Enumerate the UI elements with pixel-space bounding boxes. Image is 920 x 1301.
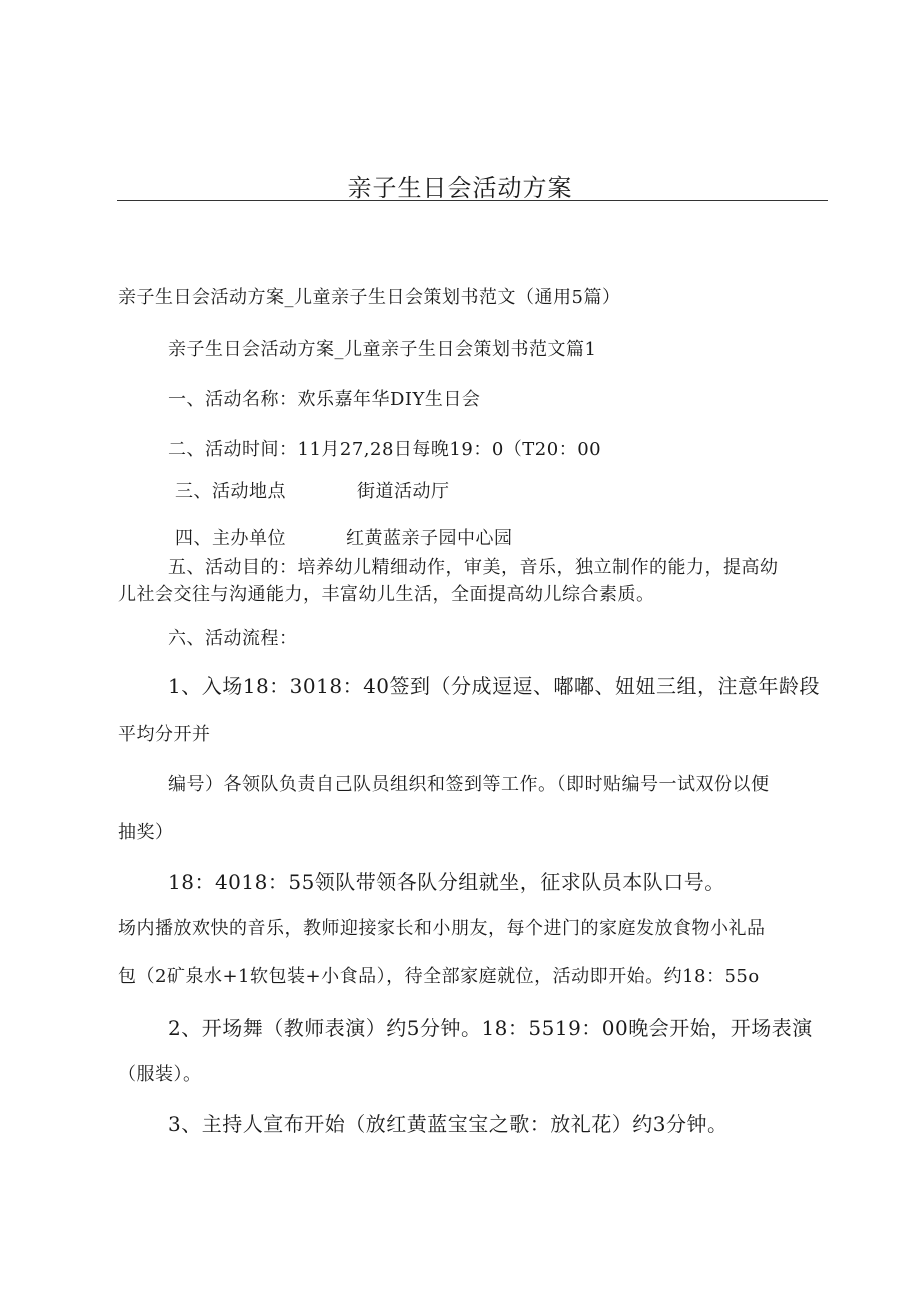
paragraph-organizer-label: 四、主办单位 [175, 528, 286, 549]
paragraph-purpose-line2: 儿社会交往与沟通能力，丰富幼儿生活，全面提高幼儿综合素质。 [118, 584, 655, 605]
paragraph-seating: 18：4018：55领队带领各队分组就坐，征求队员本队口号。 [168, 870, 725, 894]
paragraph-entry-line3: 编号）各领队负责自己队员组织和签到等工作。（即时贴编号一试双份以便 [168, 774, 770, 795]
section-heading: 亲子生日会活动方案_儿童亲子生日会策划书范文篇1 [168, 339, 597, 360]
paragraph-activity-time: 二、活动时间：11月27,28日每晚19：0（T20：00 [168, 439, 602, 460]
document-title: 亲子生日会活动方案 [347, 174, 573, 202]
paragraph-opening-line1: 2、开场舞（教师表演）约5分钟。18：5519：00晚会开始，开场表演 [168, 1016, 813, 1040]
paragraph-organizer-value: 红黄蓝亲子园中心园 [346, 528, 513, 549]
paragraph-activity-place-value: 街道活动厅 [357, 481, 450, 502]
paragraph-music-line2: 包（2矿泉水+1软包装+小食品），待全部家庭就位，活动即开始。约18：55o [118, 966, 760, 987]
paragraph-activity-place-label: 三、活动地点 [175, 481, 286, 502]
paragraph-purpose-line1: 五、活动目的：培养幼儿精细动作，审美，音乐，独立制作的能力，提高幼 [168, 557, 779, 578]
paragraph-music-line1: 场内播放欢快的音乐，教师迎接家长和小朋友，每个进门的家庭发放食物小礼品 [118, 918, 766, 939]
title-underline [117, 200, 828, 201]
paragraph-opening-line2: （服装）。 [118, 1064, 202, 1085]
paragraph-entry-line1: 1、入场18：3018：40签到（分成逗逗、嘟嘟、妞妞三组，注意年龄段 [168, 674, 821, 698]
paragraph-entry-line4: 抽奖） [118, 822, 174, 843]
paragraph-entry-line2: 平均分开并 [118, 724, 211, 745]
paragraph-activity-name: 一、活动名称：欢乐嘉年华DIY生日会 [168, 389, 481, 410]
document-subtitle: 亲子生日会活动方案_儿童亲子生日会策划书范文（通用5篇） [118, 287, 621, 308]
paragraph-process-heading: 六、活动流程： [168, 628, 298, 649]
paragraph-host-start: 3、主持人宣布开始（放红黄蓝宝宝之歌：放礼花）约3分钟。 [168, 1112, 728, 1136]
